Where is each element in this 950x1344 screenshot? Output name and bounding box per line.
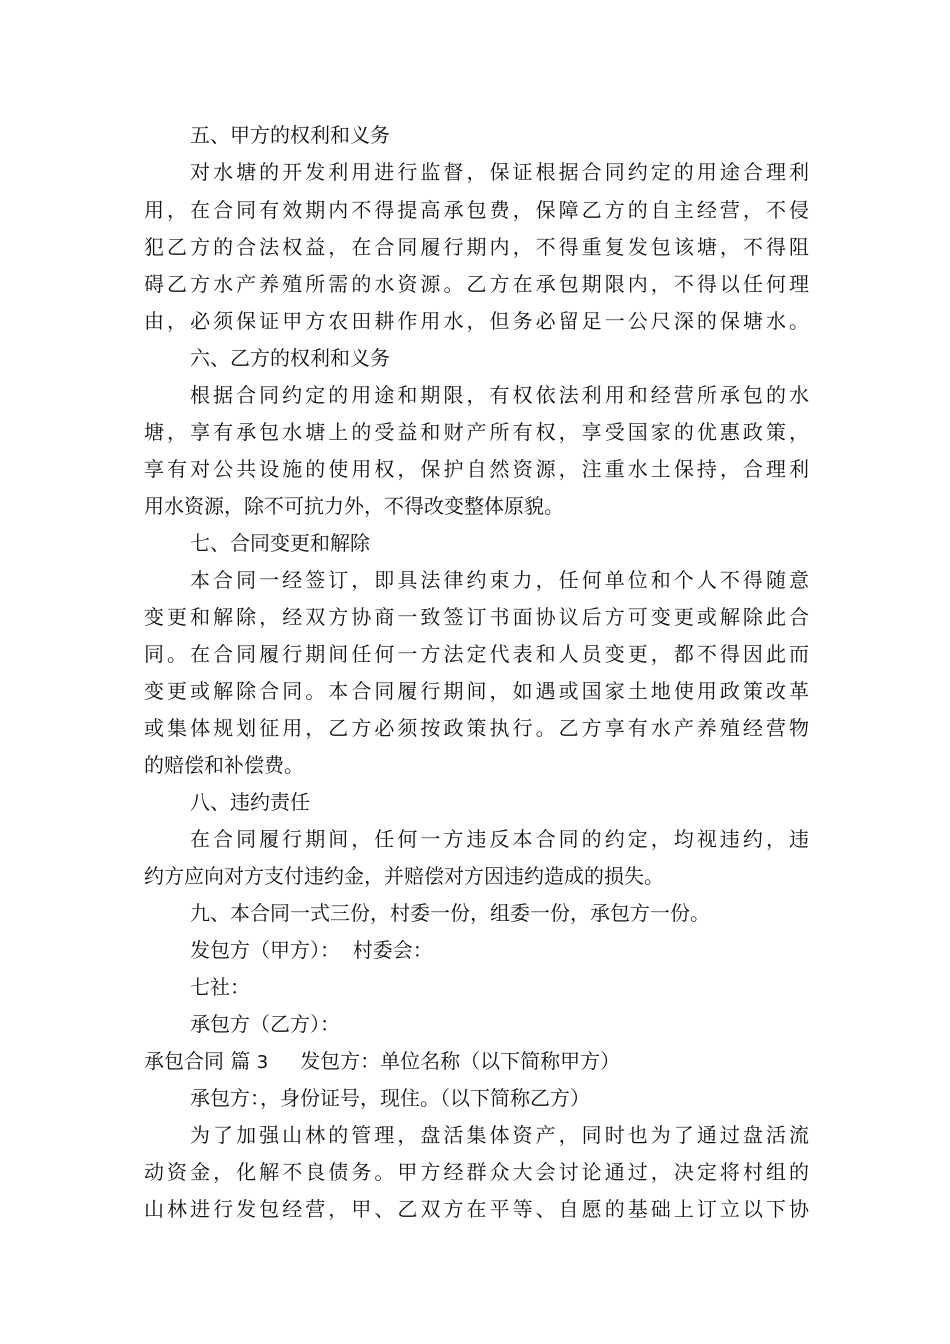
signature-group: 七社： — [190, 975, 250, 999]
paragraph-line: 用水资源，除不可抗力外，不得改变整体原貌。 — [144, 494, 564, 518]
section-heading-9: 九、本合同一式三份，村委一份，组委一份，承包方一份。 — [190, 901, 710, 925]
paragraph-line: 享有对公共设施的使用权，保护自然资源，注重水土保持，合理利 — [144, 457, 809, 481]
paragraph-line: 在合同履行期间，任何一方违反本合同的约定，均视违约，违 — [190, 827, 809, 851]
paragraph-line: 动资金，化解不良债务。甲方经群众大会讨论通过，决定将村组的 — [144, 1160, 809, 1184]
contract-3-number: 3 — [256, 1052, 269, 1073]
signature-party-b: 承包方（乙方）： — [190, 1012, 340, 1036]
paragraph-line: 根据合同约定的用途和期限，有权依法利用和经营所承包的水 — [190, 383, 809, 407]
signature-party-a: 发包方（甲方）： 村委会： — [190, 938, 433, 962]
paragraph-line: 为了加强山林的管理，盘活集体资产，同时也为了通过盘活流 — [190, 1123, 809, 1147]
paragraph-line: 碍乙方水产养殖所需的水资源。乙方在承包期限内，不得以任何理 — [144, 272, 809, 296]
paragraph-line: 塘，享有承包水塘上的受益和财产所有权，享受国家的优惠政策， — [144, 420, 809, 444]
paragraph-line: 用，在合同有效期内不得提高承包费，保障乙方的自主经营，不侵 — [144, 198, 809, 222]
section-heading-8: 八、违约责任 — [190, 790, 310, 814]
section-heading-5: 五、甲方的权利和义务 — [190, 123, 390, 147]
section-heading-6: 六、乙方的权利和义务 — [190, 346, 390, 370]
paragraph-line: 变更和解除，经双方协商一致签订书面协议后方可变更或解除此合 — [144, 605, 809, 629]
paragraph-line: 的赔偿和补偿费。 — [144, 753, 304, 777]
section-heading-7: 七、合同变更和解除 — [190, 531, 370, 555]
contract-3-heading — [144, 1043, 809, 1079]
paragraph-line: 对水塘的开发利用进行监督，保证根据合同约定的用途合理利 — [190, 160, 809, 184]
contract-3-title: 承包合同 篇 — [144, 1049, 251, 1073]
paragraph-line: 同。在合同履行期间任何一方法定代表和人员变更，都不得因此而 — [144, 642, 809, 666]
paragraph-line: 山林进行发包经营，甲、乙双方在平等、自愿的基础上订立以下协 — [144, 1197, 809, 1221]
contract-3-party-b: 承包方：，身份证号，现住。（以下简称乙方） — [190, 1086, 590, 1110]
paragraph-line: 约方应向对方支付违约金，并赔偿对方因违约造成的损失。 — [144, 864, 664, 888]
contract-3-party-a: 发包方：单位名称（以下简称甲方） — [300, 1049, 621, 1073]
paragraph-line: 犯乙方的合法权益，在合同履行期内，不得重复发包该塘，不得阻 — [144, 235, 809, 259]
paragraph-line: 或集体规划征用，乙方必须按政策执行。乙方享有水产养殖经营物 — [144, 716, 809, 740]
paragraph-line: 由，必须保证甲方农田耕作用水，但务必留足一公尺深的保塘水。 — [144, 309, 809, 333]
paragraph-line: 变更或解除合同。本合同履行期间，如遇或国家土地使用政策改革 — [144, 679, 809, 703]
paragraph-line: 本合同一经签订，即具法律约束力，任何单位和个人不得随意 — [190, 568, 809, 592]
